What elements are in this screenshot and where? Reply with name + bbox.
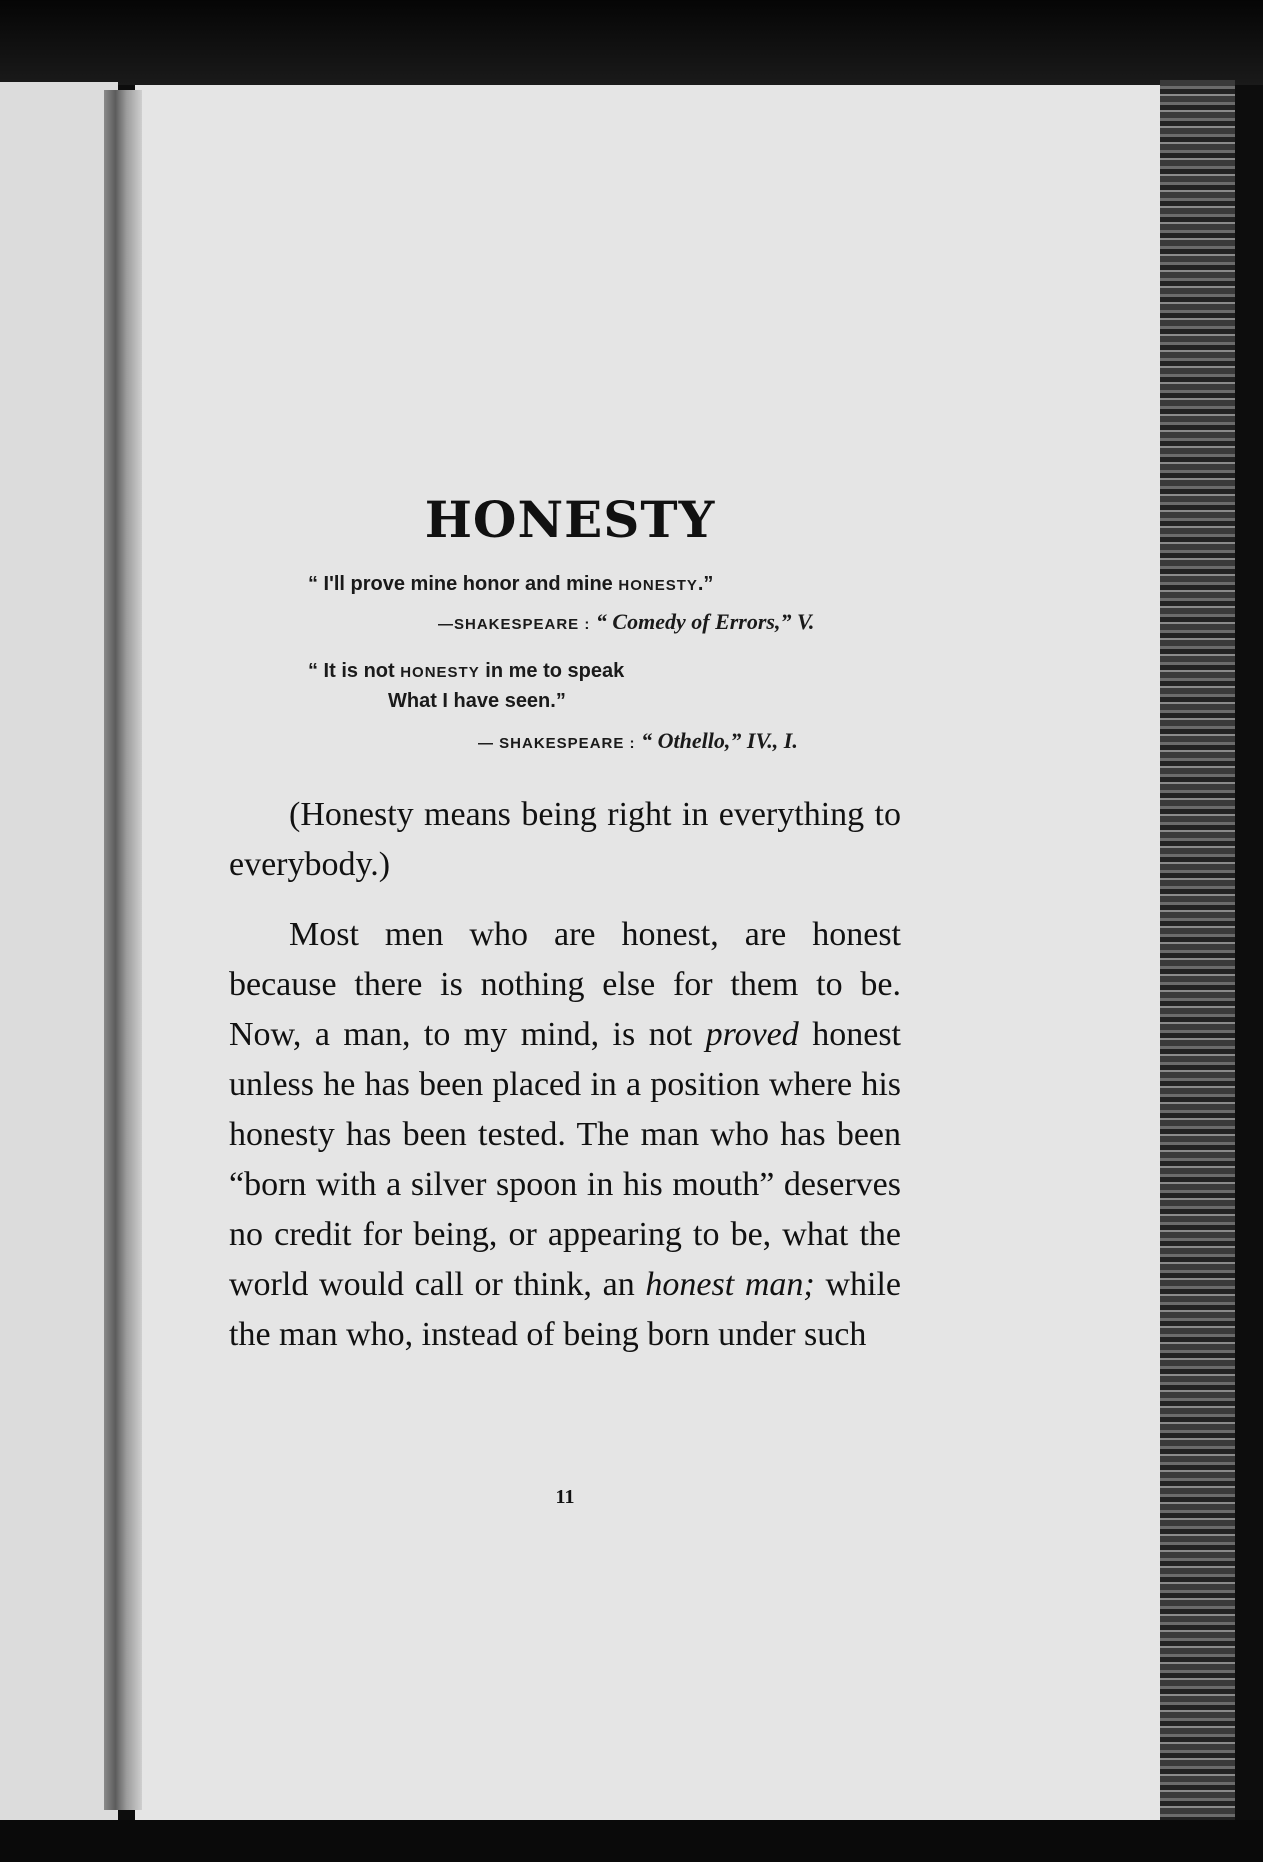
chapter-title: HONESTY bbox=[424, 490, 716, 549]
page-number: 11 bbox=[555, 1486, 575, 1508]
lead-paragraph: (Honesty means being right in everything to everybody.) bbox=[229, 796, 901, 883]
main-paragraph: Most men who are honest, are honest because there is nothing else for them to be. Now, a man, to my mind, is not proved honest unless he has been placed in a position where his honesty has been tested. The man who has been “born with a silver spoon in his mouth” deserves no credit for being, or appearing to be, what the world would call or think, an honest man; while the man who, instead of being born under such bbox=[229, 916, 901, 1353]
epigraph-2-line-2: What I have seen.” bbox=[388, 690, 566, 712]
epigraph-2-attribution: — SHAKESPEARE : “ Othello,” IV., I. bbox=[478, 728, 798, 753]
left-page-edge bbox=[0, 82, 118, 1822]
page-gutter bbox=[104, 90, 142, 1810]
epigraph-2-line-1: “ It is not HONESTY in me to speak bbox=[308, 660, 625, 682]
book-edge-right bbox=[1160, 80, 1235, 1830]
epigraph-1-attribution: —SHAKESPEARE : “ Comedy of Errors,” V. bbox=[438, 609, 815, 634]
scan-border-top bbox=[0, 0, 1263, 85]
scan-border-bottom bbox=[0, 1820, 1263, 1862]
epigraph-1-quote: “ I'll prove mine honor and mine HONESTY.” bbox=[308, 573, 714, 595]
